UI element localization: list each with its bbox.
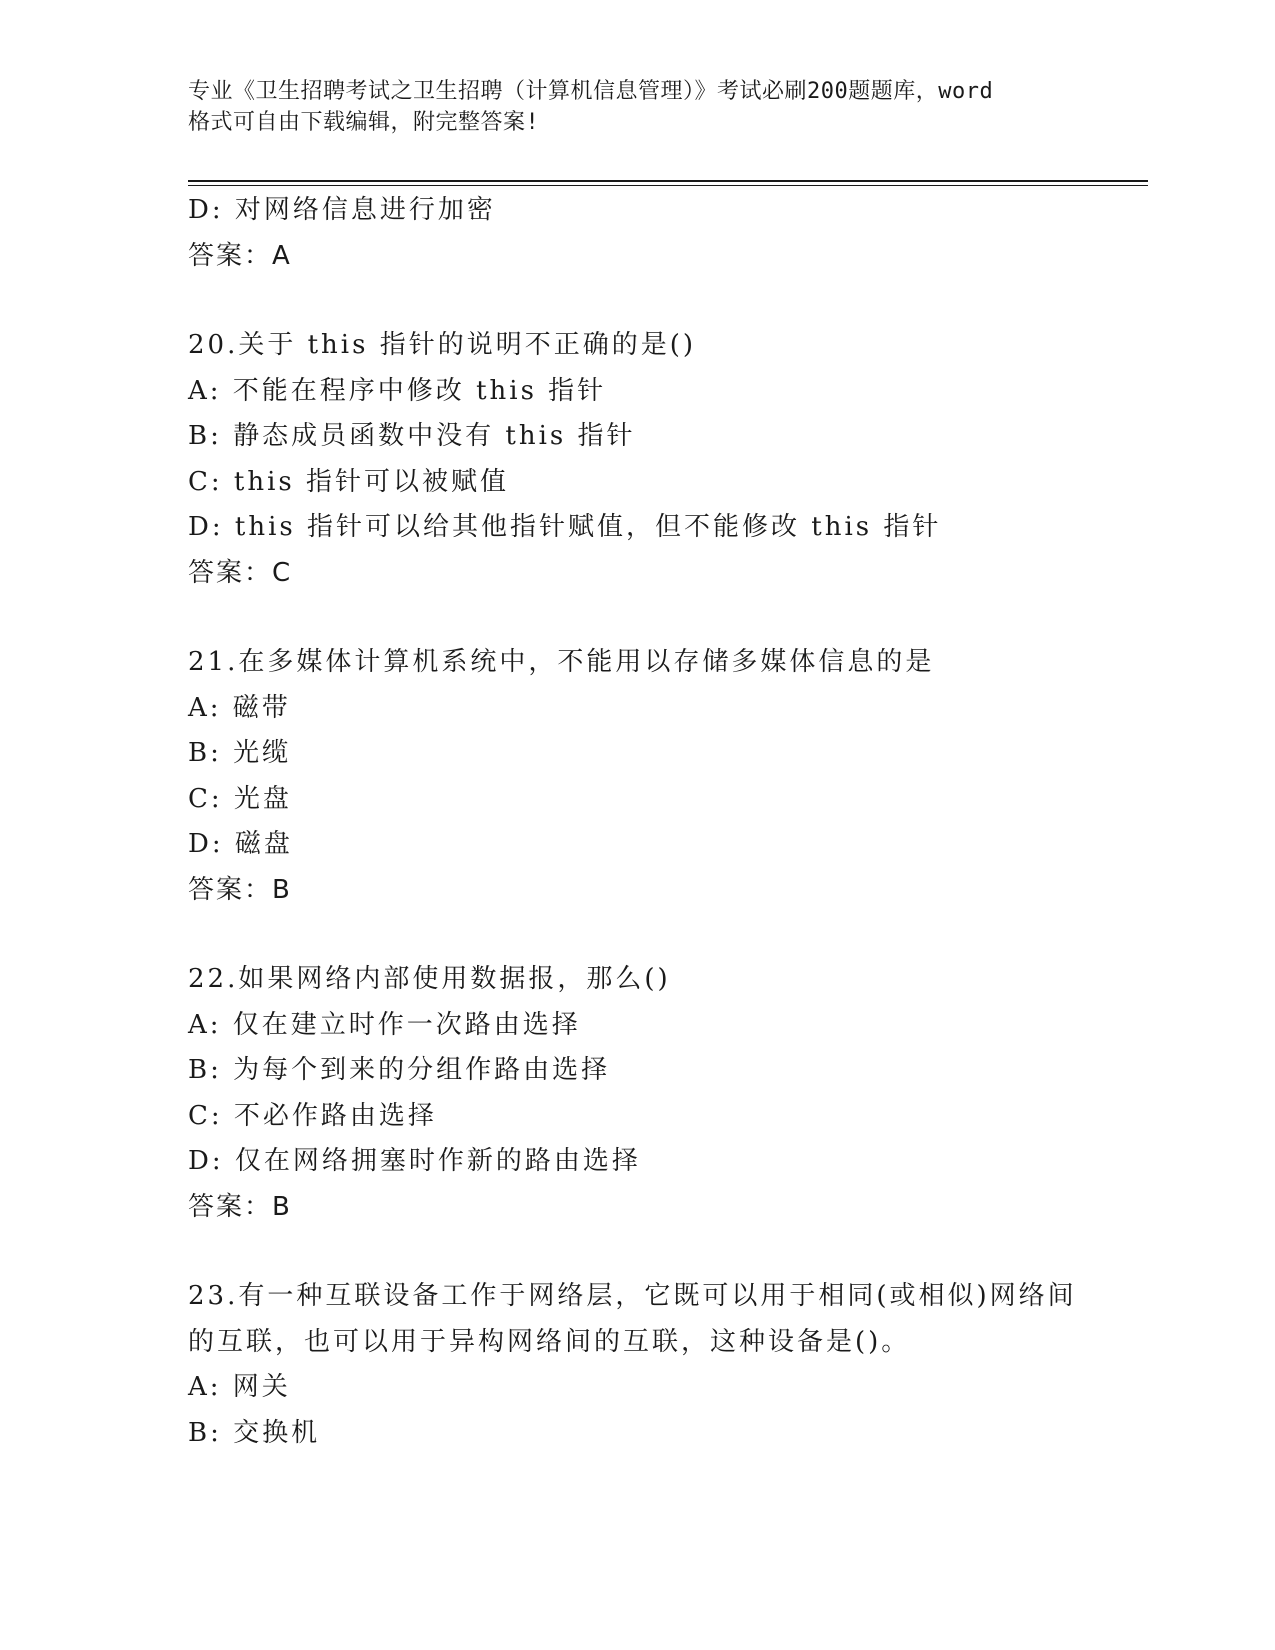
option-b: B: 静态成员函数中没有 this 指针 [188, 421, 636, 451]
header-divider-thick [188, 180, 1148, 182]
question-23 [188, 1274, 1088, 1456]
question-21 [188, 640, 1088, 913]
question-22 [188, 957, 1088, 1230]
question-stem: 21.在多媒体计算机系统中，不能用以存储多媒体信息的是 [188, 647, 935, 677]
header-divider-thin [188, 185, 1148, 186]
spacer [188, 913, 1088, 957]
header-title-line-2: 格式可自由下载编辑，附完整答案! [188, 110, 540, 135]
question-20 [188, 323, 1088, 596]
option-d: D: 仅在网络拥塞时作新的路由选择 [188, 1146, 641, 1176]
question-stem-line-2: 的互联，也可以用于异构网络间的互联，这种设备是()。 [188, 1326, 911, 1357]
option-b: B: 交换机 [188, 1417, 321, 1448]
answer-line: 答案：C [188, 557, 293, 588]
document-header [188, 76, 1088, 138]
answer-line: 答案：A [188, 240, 292, 271]
spacer [188, 279, 1088, 323]
question-stem-line-1: 23.有一种互联设备工作于网络层，它既可以用于相同(或相似)网络间 [188, 1281, 1077, 1311]
option-c: C: 不必作路由选择 [188, 1100, 437, 1131]
option-d: D: this 指针可以给其他指针赋值，但不能修改 this 指针 [188, 512, 942, 542]
option-c: C: this 指针可以被赋值 [188, 466, 510, 497]
option-a: A: 不能在程序中修改 this 指针 [188, 375, 607, 406]
option-b: B: 为每个到来的分组作路由选择 [188, 1055, 611, 1085]
header-title-line-1: 专业《卫生招聘考试之卫生招聘（计算机信息管理）》考试必刷200题题库，word [188, 79, 994, 104]
answer-line: 答案：B [188, 1191, 292, 1222]
question-stem: 20.关于 this 指针的说明不正确的是() [188, 330, 697, 360]
option-c: C: 光盘 [188, 783, 292, 814]
spacer [188, 1230, 1088, 1274]
question-stem: 22.如果网络内部使用数据报，那么() [188, 964, 671, 994]
option-a: A: 网关 [188, 1372, 291, 1402]
option-a: A: 磁带 [188, 692, 291, 723]
option-d: D: 对网络信息进行加密 [188, 195, 496, 225]
option-d: D: 磁盘 [188, 829, 293, 859]
option-b: B: 光缆 [188, 738, 292, 768]
question-list [188, 188, 1088, 1456]
answer-line: 答案：B [188, 874, 292, 905]
spacer [188, 596, 1088, 640]
question-fragment-19 [188, 188, 1088, 279]
option-a: A: 仅在建立时作一次路由选择 [188, 1009, 581, 1040]
